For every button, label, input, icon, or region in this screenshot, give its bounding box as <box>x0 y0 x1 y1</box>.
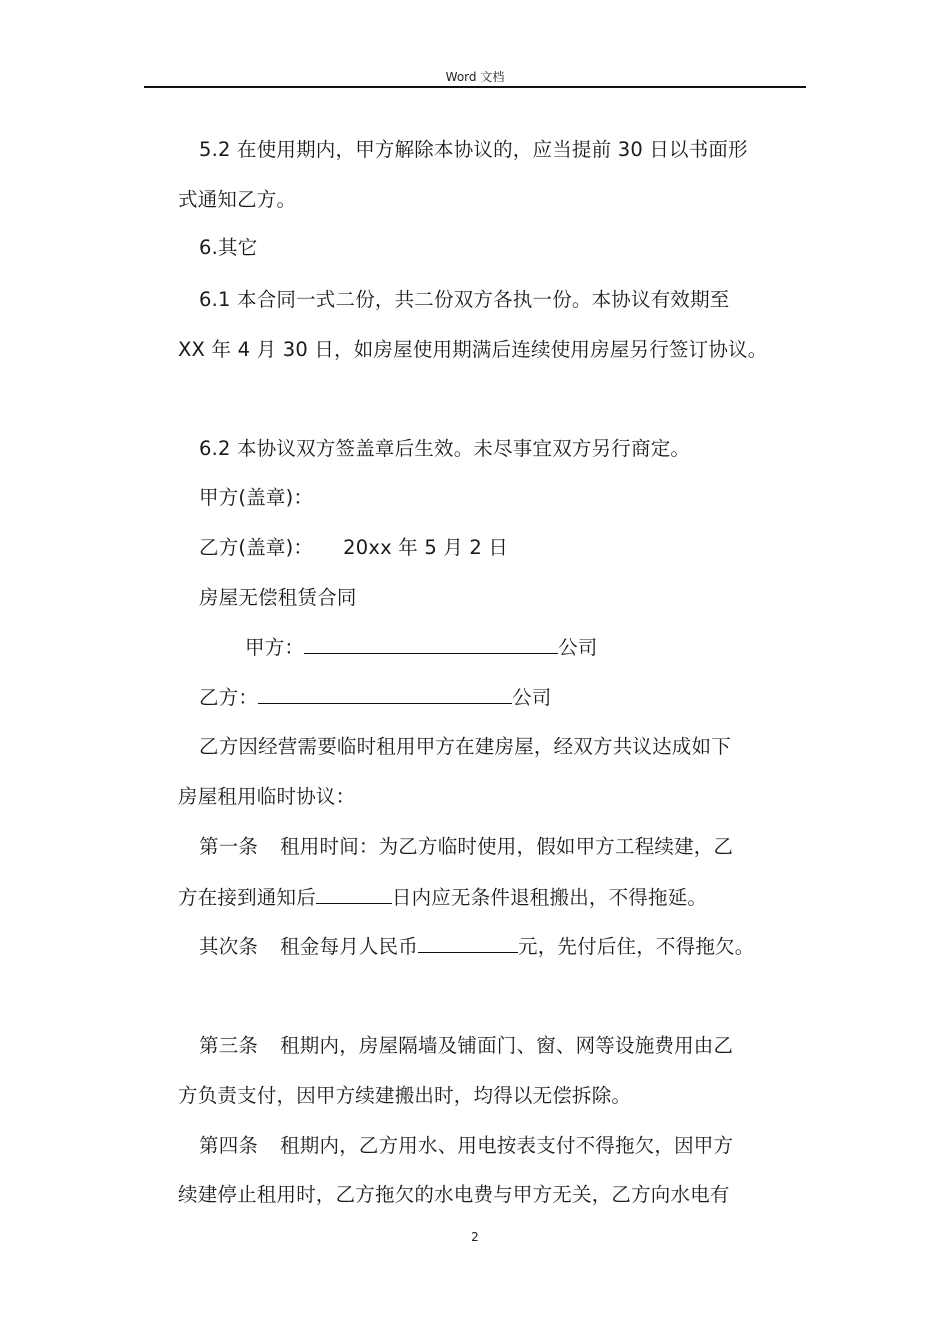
article-4-text: 租期内，乙方用水、用电按表支付不得拖欠，因甲方 <box>280 1134 734 1157</box>
intro-line1: 乙方因经营需要临时租用甲方在建房屋，经双方共议达成如下 <box>199 735 731 758</box>
party-a-blank <box>304 633 558 654</box>
article-2 <box>199 932 754 961</box>
signature-party-b-label: 乙方(盖章)： <box>199 536 314 559</box>
article-3-line1 <box>199 1032 733 1060</box>
signature-party-a: 甲方(盖章)： <box>199 486 314 509</box>
article-1-text-b: 日内应无条件退租搬出，不得拖延。 <box>391 886 708 909</box>
intro-line2: 房屋租用临时协议： <box>178 785 356 808</box>
article-2-text-a: 租金每月人民币 <box>280 935 419 958</box>
article-1-number: 第一条 <box>199 835 259 858</box>
article-2-rent-blank <box>418 932 518 953</box>
party-b-blank <box>258 683 512 704</box>
article-2-number: 其次条 <box>199 935 259 958</box>
article-1-days-blank <box>316 883 392 904</box>
clause-5-2-line1: 5.2 在使用期内，甲方解除本协议的，应当提前 30 日以书面形 <box>199 138 748 161</box>
party-a-line <box>245 633 598 662</box>
article-3-line2: 方负责支付，因甲方续建搬出时，均得以无偿拆除。 <box>178 1084 632 1107</box>
article-4-line1 <box>199 1132 733 1160</box>
article-3-text: 租期内，房屋隔墙及铺面门、窗、网等设施费用由乙 <box>280 1034 734 1057</box>
header-divider <box>144 86 806 88</box>
article-4-number: 第四条 <box>199 1134 259 1157</box>
party-b-label: 乙方： <box>199 686 259 709</box>
article-1-text: 租用时间：为乙方临时使用，假如甲方工程续建，乙 <box>280 835 734 858</box>
section-6-heading: 6.其它 <box>199 236 258 259</box>
header-title: Word 文档 <box>445 70 505 84</box>
clause-6-1-line2: XX 年 4 月 30 日，如房屋使用期满后连续使用房屋另行签订协议。 <box>178 338 768 361</box>
article-1-line2 <box>178 883 707 912</box>
party-b-suffix: 公司 <box>512 686 552 709</box>
party-a-label: 甲方： <box>245 636 305 659</box>
page-number: 2 <box>471 1230 479 1244</box>
article-1-line1 <box>199 833 733 861</box>
clause-6-2: 6.2 本协议双方签盖章后生效。未尽事宜双方另行商定。 <box>199 437 691 460</box>
party-a-suffix: 公司 <box>558 636 598 659</box>
party-b-line <box>199 683 552 712</box>
article-2-text-b: 元，先付后住，不得拖欠。 <box>518 935 755 958</box>
clause-6-1-line1: 6.1 本合同一式二份，共二份双方各执一份。本协议有效期至 <box>199 288 730 311</box>
clause-5-2-line2: 式通知乙方。 <box>178 188 297 211</box>
signature-party-b <box>199 534 508 562</box>
article-1-text-a: 方在接到通知后 <box>178 886 316 909</box>
signature-date: 20xx 年 5 月 2 日 <box>343 536 509 559</box>
article-4-line2: 续建停止租用时，乙方拖欠的水电费与甲方无关，乙方向水电有 <box>178 1183 730 1206</box>
article-3-number: 第三条 <box>199 1034 259 1057</box>
contract-title: 房屋无偿租赁合同 <box>199 586 357 609</box>
